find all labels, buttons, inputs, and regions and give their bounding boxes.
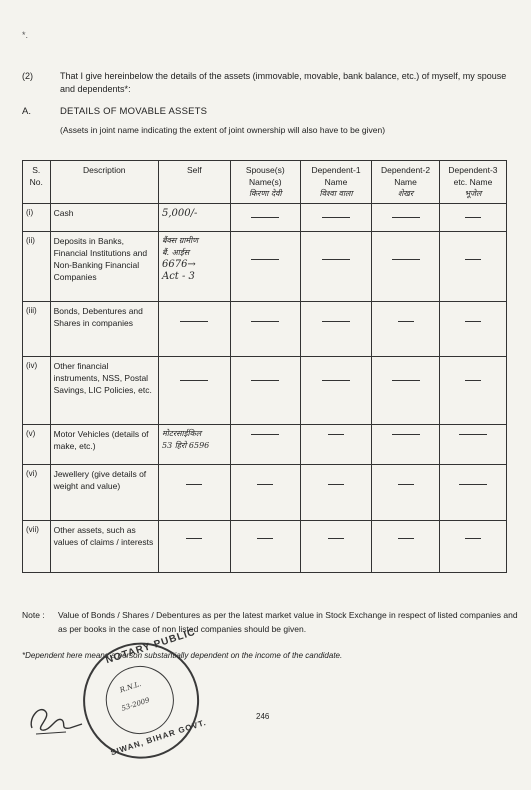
empty-dash [251, 380, 279, 381]
header-spouse [230, 161, 300, 204]
header-dependent-1-label: Dependent-1 Name [311, 165, 361, 187]
row-self-value [158, 521, 230, 573]
header-dependent-3-label: Dependent-3 etc. Name [448, 165, 498, 187]
row-description: Other financial instruments, NSS, Postal Savings, LIC Policies, etc. [50, 357, 158, 425]
row-dep2-value [372, 357, 440, 425]
row-description: Bonds, Debentures and Shares in companies [50, 302, 158, 357]
row-self-value [158, 357, 230, 425]
dependent-3-name-handwritten: भूजेल [464, 189, 482, 198]
header-dependent-2 [372, 161, 440, 204]
empty-dash [398, 321, 414, 322]
header-spouse-label: Spouse(s) Name(s) [245, 165, 285, 187]
row-dep1-value [300, 204, 371, 232]
deposits-self-line: बैं. आईस [161, 248, 190, 257]
note-label: Note : [22, 610, 45, 620]
dependent-2-name-handwritten: शेखर [397, 189, 414, 198]
row-dep3-value [439, 521, 506, 573]
header-dependent-2-label: Dependent-2 Name [380, 165, 431, 187]
empty-dash [180, 321, 208, 322]
header-description: Description [50, 161, 158, 204]
section-letter: A. [22, 106, 31, 117]
header-dependent-3 [439, 161, 506, 204]
empty-dash [322, 217, 350, 218]
table-row [23, 357, 507, 425]
signature-icon [26, 698, 86, 738]
empty-dash [465, 259, 481, 260]
empty-dash [392, 434, 420, 435]
row-dep3-value [439, 204, 506, 232]
row-dep1-value [300, 357, 371, 425]
row-dep2-value [372, 425, 440, 465]
header-dependent-1 [300, 161, 371, 204]
row-description: Cash [50, 204, 158, 232]
empty-dash [328, 484, 344, 485]
table-row [23, 302, 507, 357]
empty-dash [322, 259, 350, 260]
row-description: Other assets, such as values of claims / interests [50, 521, 158, 573]
row-self-value [158, 204, 230, 232]
row-dep2-value [372, 302, 440, 357]
row-dep3-value [439, 232, 506, 302]
deposits-self-line: 6676→ [161, 259, 196, 270]
row-spouse-value [230, 425, 300, 465]
section-title: DETAILS OF MOVABLE ASSETS [60, 106, 208, 117]
table-row [23, 232, 507, 302]
row-self-value [158, 425, 230, 465]
empty-dash [459, 484, 487, 485]
row-dep2-value [372, 521, 440, 573]
empty-dash [322, 380, 350, 381]
empty-dash [465, 321, 481, 322]
row-sno: (vii) [23, 521, 51, 573]
row-spouse-value [230, 232, 300, 302]
empty-dash [465, 217, 481, 218]
row-dep1-value [300, 425, 371, 465]
empty-dash [392, 217, 420, 218]
empty-dash [251, 259, 279, 260]
empty-dash [251, 217, 279, 218]
vehicle-self-line: मोटरसाईकिल [161, 429, 202, 438]
section-subtitle: (Assets in joint name indicating the extent of joint ownership will also have to be given) [60, 125, 386, 135]
stamp-inner-top: R.N.L. [118, 679, 143, 695]
empty-dash [186, 484, 202, 485]
row-spouse-value [230, 204, 300, 232]
row-self-value [158, 465, 230, 521]
empty-dash [180, 380, 208, 381]
empty-dash [398, 538, 414, 539]
table-row [23, 465, 507, 521]
row-dep2-value [372, 232, 440, 302]
row-spouse-value [230, 302, 300, 357]
row-description: Jewellery (give details of weight and value) [50, 465, 158, 521]
header-sno: S. No. [23, 161, 51, 204]
stamp-top-text: NOTARY PUBLIC [104, 626, 198, 667]
row-sno: (v) [23, 425, 51, 465]
header-self: Self [158, 161, 230, 204]
row-dep2-value [372, 465, 440, 521]
row-sno: (iv) [23, 357, 51, 425]
row-dep3-value [439, 425, 506, 465]
stamp-inner-bottom: 53-2009 [120, 696, 151, 713]
table-header-row [23, 161, 507, 204]
scan-mark: *. [22, 30, 29, 40]
note-text: Value of Bonds / Shares / Debentures as per the latest market value in Stock Exchange in respect of listed companies and as per books in the case of non listed companies should be given. [58, 610, 518, 634]
row-dep3-value [439, 357, 506, 425]
empty-dash [465, 538, 481, 539]
empty-dash [459, 434, 487, 435]
table-row [23, 521, 507, 573]
row-description: Motor Vehicles (details of make, etc.) [50, 425, 158, 465]
table-row [23, 204, 507, 232]
intro-text: That I give hereinbelow the details of the assets (immovable, movable, bank balance, etc.) of myself, my spouse and dependents*: [60, 71, 507, 94]
row-sno: (i) [23, 204, 51, 232]
empty-dash [328, 434, 344, 435]
empty-dash [392, 259, 420, 260]
empty-dash [257, 538, 273, 539]
empty-dash [322, 321, 350, 322]
row-dep3-value [439, 302, 506, 357]
row-sno: (vi) [23, 465, 51, 521]
row-description: Deposits in Banks, Financial Institutions and Non-Banking Financial Companies [50, 232, 158, 302]
dependent-definition-note: *Dependent here means a person substantially dependent on the income of the candidate. [22, 651, 343, 660]
table-row [23, 425, 507, 465]
row-self-value [158, 232, 230, 302]
cash-self-handwritten: 5,000/- [161, 208, 198, 219]
empty-dash [186, 538, 202, 539]
empty-dash [328, 538, 344, 539]
intro-number: (2) [22, 71, 33, 81]
row-dep1-value [300, 232, 371, 302]
row-dep2-value [372, 204, 440, 232]
empty-dash [465, 380, 481, 381]
row-dep3-value [439, 465, 506, 521]
row-spouse-value [230, 465, 300, 521]
row-self-value [158, 302, 230, 357]
deposits-self-line: बैंक्स ग्रामीण [161, 236, 199, 245]
row-spouse-value [230, 521, 300, 573]
empty-dash [251, 321, 279, 322]
empty-dash [257, 484, 273, 485]
empty-dash [251, 434, 279, 435]
vehicle-self-line: 53 हिरो 6596 [161, 441, 210, 450]
row-dep1-value [300, 521, 371, 573]
row-sno: (iii) [23, 302, 51, 357]
row-spouse-value [230, 357, 300, 425]
stamp-bottom-text: SIWAN, BIHAR GOVT. [109, 717, 208, 758]
movable-assets-table [22, 160, 507, 573]
row-sno: (ii) [23, 232, 51, 302]
row-dep1-value [300, 465, 371, 521]
spouse-name-handwritten: किरणा देवी [248, 189, 282, 198]
row-dep1-value [300, 302, 371, 357]
page-number: 246 [256, 712, 270, 721]
deposits-self-line: Act - 3 [161, 271, 195, 282]
empty-dash [398, 484, 414, 485]
empty-dash [392, 380, 420, 381]
dependent-1-name-handwritten: विश्वा वाला [319, 189, 353, 198]
